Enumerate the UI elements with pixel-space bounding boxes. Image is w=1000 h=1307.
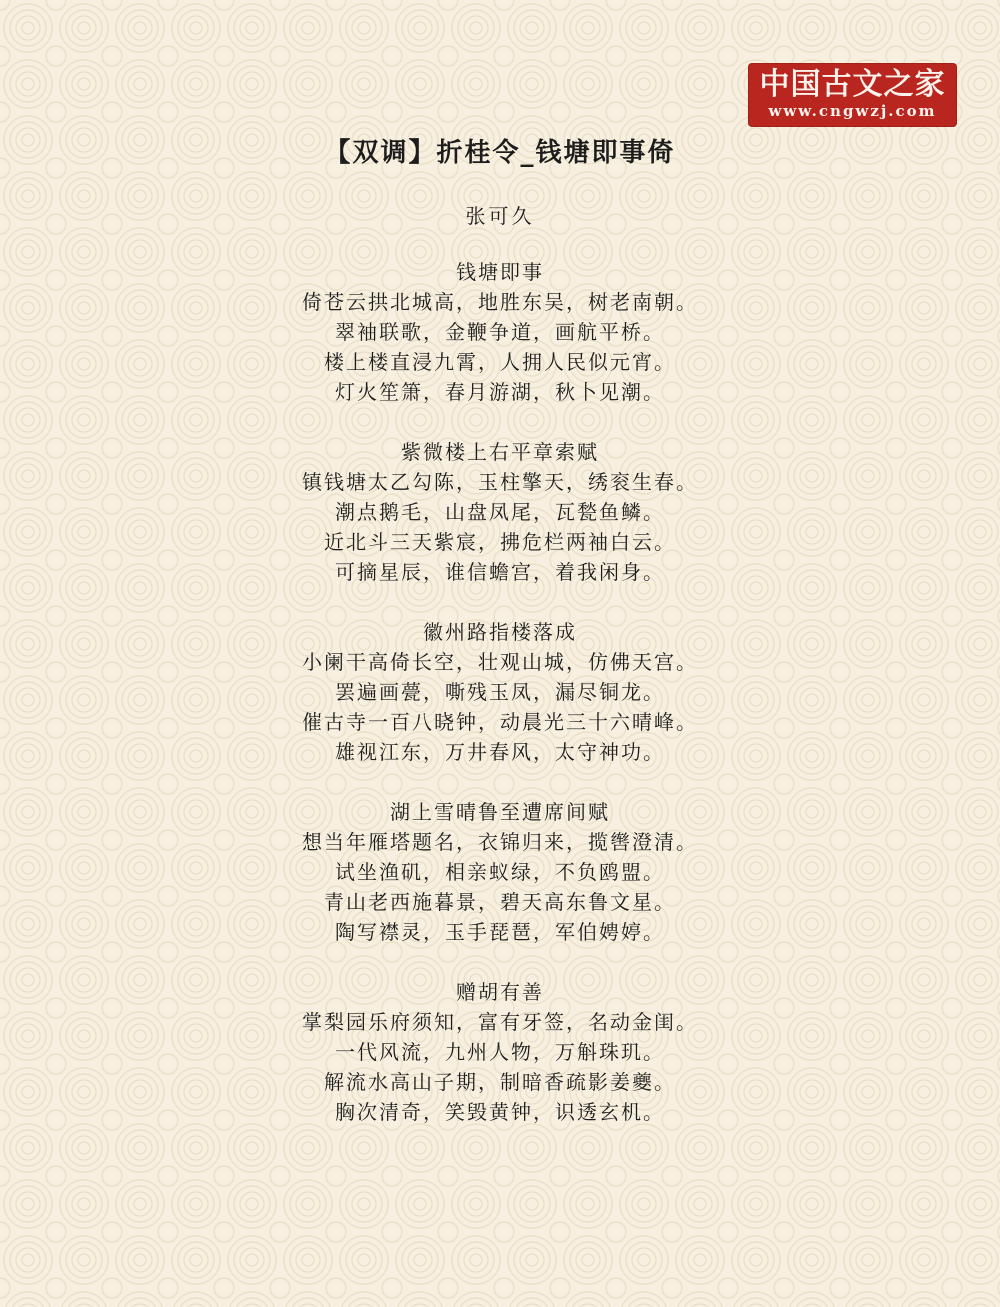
poem-line: 想当年雁塔题名，衣锦归来，揽辔澄清。 — [302, 830, 698, 854]
poem-line: 解流水高山子期，制暗香疏影姜夔。 — [324, 1070, 676, 1094]
poem-line: 镇钱塘太乙勾陈，玉柱擎天，绣衮生春。 — [302, 470, 698, 494]
section-heading: 赠胡有善 — [456, 980, 544, 1004]
poem-line: 小阑干高倚长空，壮观山城，仿佛天宫。 — [302, 650, 698, 674]
poem-section — [0, 618, 1000, 768]
author-name: 张可久 — [465, 204, 535, 228]
poem-line: 胸次清奇，笑毁黄钟，识透玄机。 — [335, 1100, 665, 1124]
section-heading: 钱塘即事 — [456, 260, 544, 284]
poem-line: 催古寺一百八晓钟，动晨光三十六晴峰。 — [302, 710, 698, 734]
poem-line: 灯火笙箫，春月游湖，秋卜见潮。 — [335, 380, 665, 404]
poem-line: 近北斗三天紫宸，拂危栏两袖白云。 — [324, 530, 676, 554]
poem-line: 翠袖联歌，金鞭争道，画航平桥。 — [335, 320, 665, 344]
section-heading: 湖上雪晴鲁至遭席间赋 — [390, 800, 610, 824]
poem-section — [0, 978, 1000, 1128]
poem-section — [0, 258, 1000, 408]
poem-line: 潮点鹅毛，山盘凤尾，瓦甃鱼鳞。 — [335, 500, 665, 524]
poem-line: 掌梨园乐府须知，富有牙签，名动金闺。 — [302, 1010, 698, 1034]
poem-line: 青山老西施暮景，碧天高东鲁文星。 — [324, 890, 676, 914]
section-heading: 紫微楼上右平章索赋 — [401, 440, 599, 464]
section-heading: 徽州路指楼落成 — [423, 620, 577, 644]
poem-line: 可摘星辰，谁信蟾宫，着我闲身。 — [335, 560, 665, 584]
poem-line: 试坐渔矶，相亲蚁绿，不负鸥盟。 — [335, 860, 665, 884]
poem-line: 楼上楼直浸九霄，人拥人民似元宵。 — [324, 350, 676, 374]
poem-line: 倚苍云拱北城高，地胜东吴，树老南朝。 — [302, 290, 698, 314]
poem-line: 陶写襟灵，玉手琵琶，军伯娉婷。 — [335, 920, 665, 944]
poem-section — [0, 438, 1000, 588]
poem-line: 一代风流，九州人物，万斛珠玑。 — [335, 1040, 665, 1064]
poem-line: 雄视江东，万井春风，太守神功。 — [335, 740, 665, 764]
poem-line: 罢遍画甍，嘶残玉凤，漏尽铜龙。 — [335, 680, 665, 704]
site-logo[interactable] — [749, 64, 956, 126]
poem-section — [0, 798, 1000, 948]
logo-title: 中国古文之家 — [759, 67, 946, 102]
page-title: 【双调】折桂令_钱塘即事倚 — [324, 138, 676, 168]
logo-url: www.cngwzj.com — [768, 102, 937, 120]
